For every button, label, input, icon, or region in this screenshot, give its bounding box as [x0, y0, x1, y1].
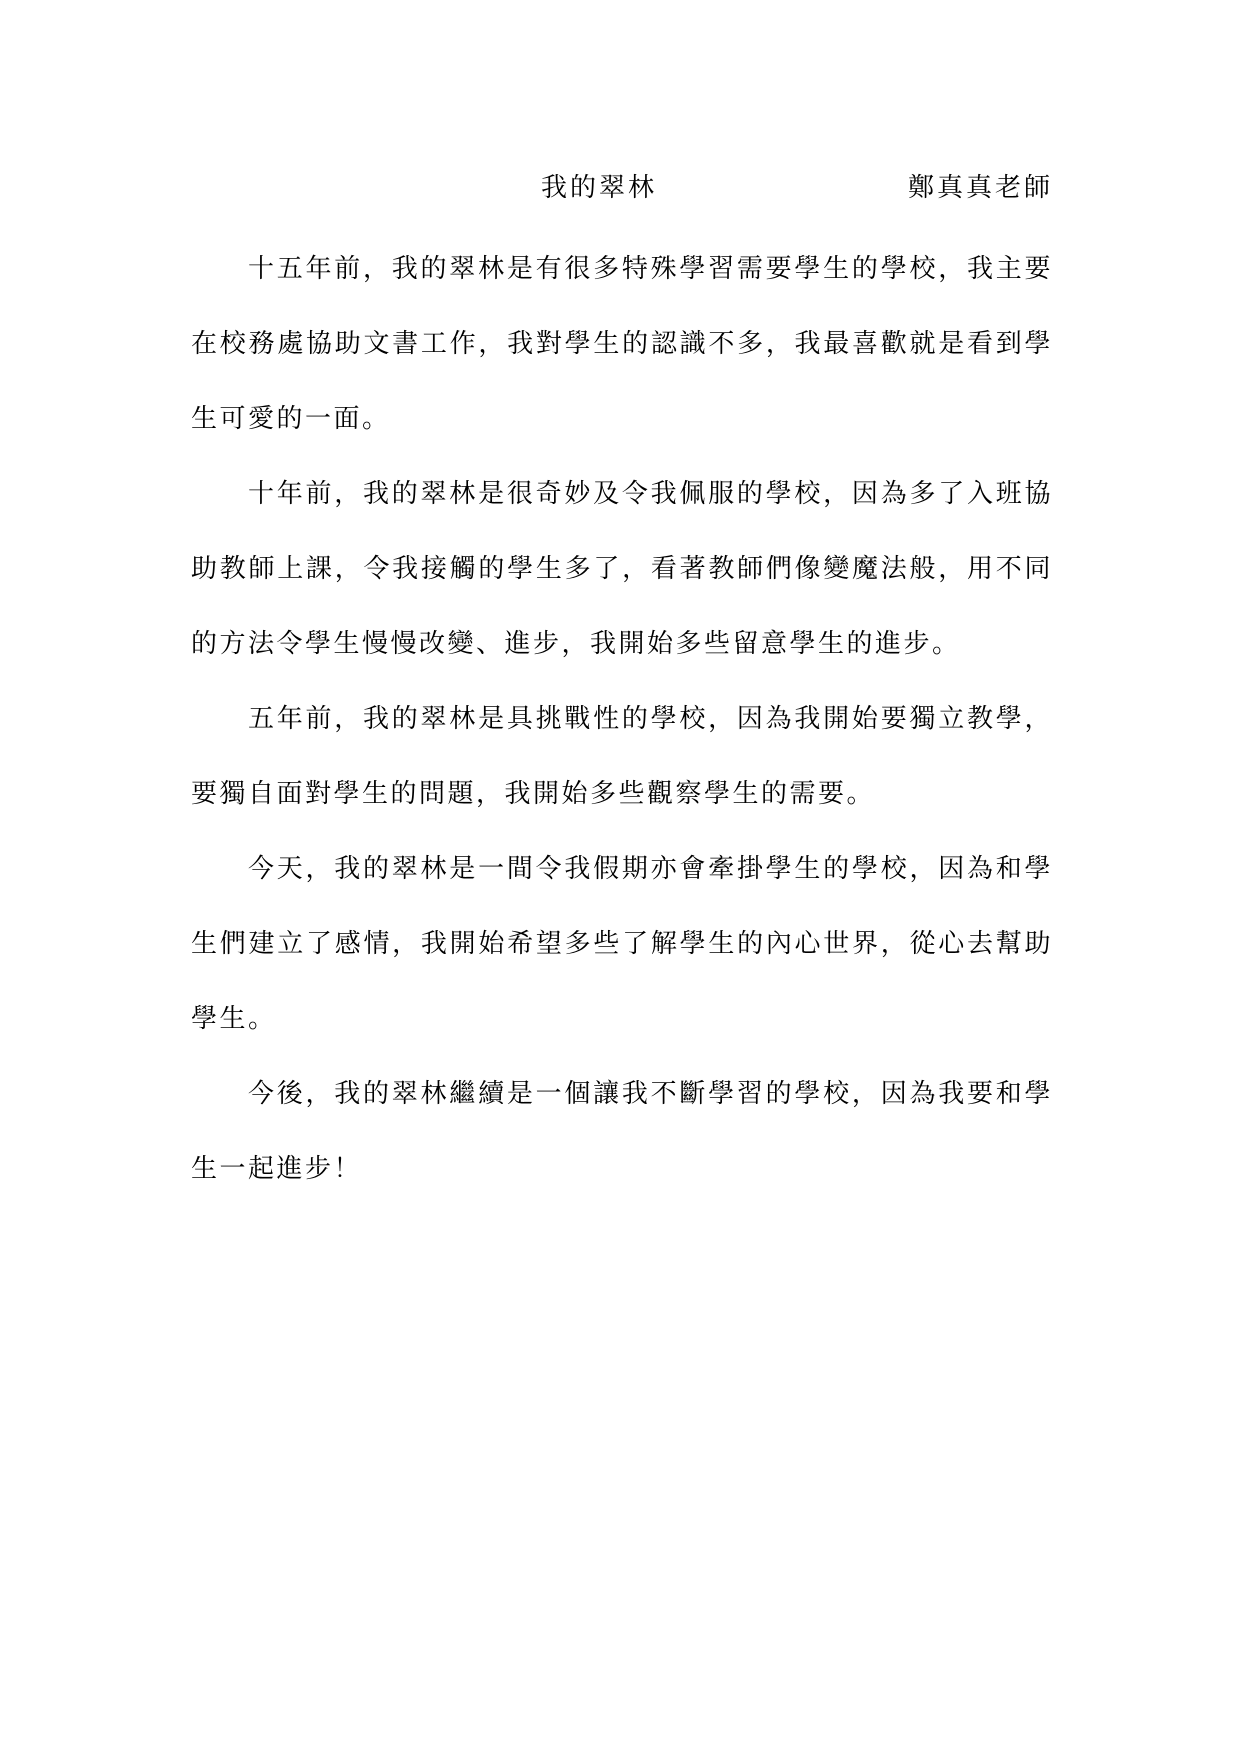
document-body	[191, 232, 1053, 1207]
document-author: 鄭真真老師	[907, 173, 1053, 203]
document-title: 我的翠林	[541, 173, 658, 203]
paragraph: 十五年前，我的翠林是有很多特殊學習需要學生的學校，我主要在校務處協助文書工作，我對學生的認識不多，我最喜歡就是看到學生可愛的一面。	[191, 254, 1053, 434]
document-header	[193, 168, 1053, 208]
paragraph: 十年前，我的翠林是很奇妙及令我佩服的學校，因為多了入班協助教師上課，令我接觸的學生多了，看著教師們像變魔法般，用不同的方法令學生慢慢改變、進步，我開始多些留意學生的進步。	[191, 479, 1053, 659]
paragraph: 今天，我的翠林是一間令我假期亦會牽掛學生的學校，因為和學生們建立了感情，我開始希望多些了解學生的內心世界，從心去幫助學生。	[191, 854, 1053, 1034]
paragraph: 今後，我的翠林繼續是一個讓我不斷學習的學校，因為我要和學生一起進步！	[191, 1079, 1053, 1184]
paragraph: 五年前，我的翠林是具挑戰性的學校，因為我開始要獨立教學，要獨自面對學生的問題，我開始多些觀察學生的需要。	[191, 704, 1053, 809]
